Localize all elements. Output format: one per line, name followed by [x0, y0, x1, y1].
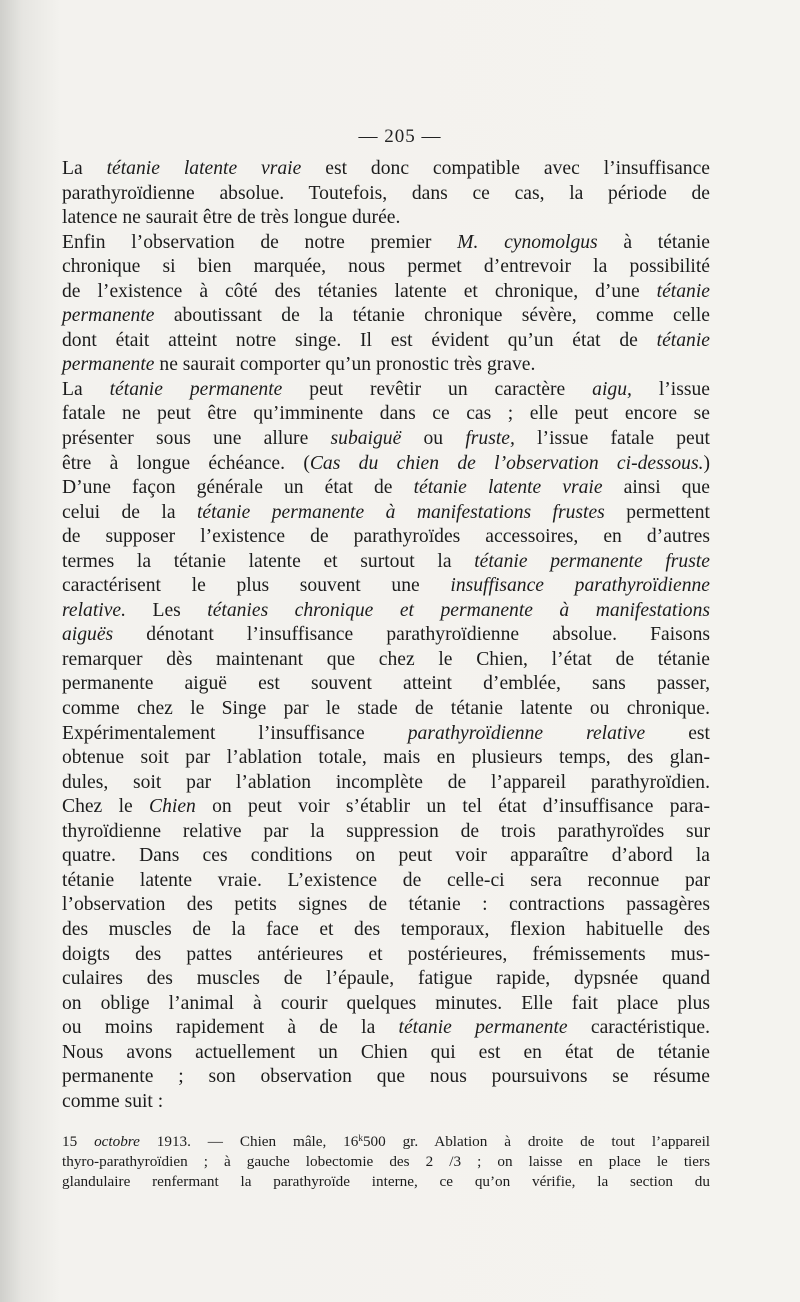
text-run: de supposer l’existence de parathyroïdes accessoires, en d’autres: [62, 526, 710, 548]
text-line: [62, 255, 710, 280]
text-line: [62, 1041, 710, 1066]
italic-text: permanente: [62, 305, 155, 327]
text-run: aboutissant de la tétanie chronique sévère, comme celle: [154, 305, 710, 327]
text-run: ou moins rapidement à de la: [62, 1017, 399, 1039]
text-line: [62, 672, 710, 697]
italic-text: octobre: [94, 1133, 140, 1150]
text-line: [62, 648, 710, 673]
text-run: permanente aiguë est souvent atteint d’emblée, sans passer,: [62, 673, 710, 695]
text-run: caractéristique.: [567, 1017, 710, 1039]
text-run: permettent: [604, 501, 710, 523]
text-run: chronique si bien marquée, nous permet d’entrevoir la possibilité: [62, 256, 710, 278]
text-run: l’observation des petits signes de tétanie : contractions passagères: [62, 894, 710, 916]
text-line: [62, 427, 710, 452]
text-line: [62, 280, 710, 305]
text-line: [62, 402, 710, 427]
text-run: quatre. Dans ces conditions on peut voir apparaître d’abord la: [62, 845, 710, 867]
text-line: [62, 157, 710, 182]
italic-text: Cas du chien de l’observation ci-dessous.: [309, 452, 704, 474]
text-run: ou: [401, 428, 466, 450]
text-line: [62, 623, 710, 648]
italic-text: aiguës: [62, 624, 114, 646]
text-run: comme chez le Singe par le stade de tétanie latente ou chronique.: [62, 698, 710, 720]
italic-text: tétanie: [656, 329, 710, 351]
text-line: [62, 452, 710, 477]
text-run: thyro-parathyroïdien ; à gauche lobectomie des 2 /3 ; on laisse en place le tiers: [62, 1153, 710, 1170]
text-run: est: [645, 722, 710, 744]
text-run: k: [358, 1133, 363, 1143]
italic-text: Chien: [149, 796, 196, 818]
text-line: [62, 1016, 710, 1041]
text-run: tétanie latente vraie. L’existence de celle-ci sera reconnue par: [62, 869, 710, 891]
italic-text: tétanies chronique et permanente à manifestations: [207, 599, 710, 621]
text-line: [62, 746, 710, 771]
footnote-line: [62, 1172, 710, 1192]
text-line: [62, 476, 710, 501]
text-run: 15: [62, 1133, 95, 1150]
text-run: latence ne saurait être de très longue durée.: [62, 207, 401, 229]
text-run: on oblige l’animal à courir quelques minutes. Elle fait place plus: [62, 992, 710, 1014]
italic-text: relative.: [62, 599, 127, 621]
text-run: est donc compatible avec l’insuffisance: [301, 158, 710, 179]
text-line: [62, 918, 710, 943]
italic-text: M. cynomolgus: [457, 231, 598, 253]
italic-text: subaiguë: [330, 428, 402, 450]
text-run: La: [62, 378, 110, 400]
text-run: l’issue: [631, 378, 710, 400]
text-run: être à longue échéance. (: [62, 452, 310, 474]
text-line: [62, 893, 710, 918]
text-run: à tétanie: [597, 231, 711, 253]
text-line: [62, 182, 710, 207]
text-run: termes la tétanie latente et surtout la: [62, 550, 475, 572]
body-text: [62, 157, 710, 1114]
text-run: D’une façon générale un état de: [62, 477, 414, 499]
text-run: 500 gr. Ablation à droite de tout l’appareil: [362, 1133, 711, 1150]
text-run: ne saurait comporter qu’un pronostic très grave.: [154, 354, 536, 376]
page-number: — 205 —: [358, 126, 442, 147]
text-run: thyroïdienne relative par la suppression de trois parathyroïdes sur: [62, 820, 710, 842]
text-run: de l’existence à côté des tétanies latente et chronique, d’une: [62, 280, 657, 302]
text-run: remarquer dès maintenant que chez le Chien, l’état de tétanie: [62, 648, 710, 670]
text-line: [62, 820, 710, 845]
italic-text: aigu,: [592, 378, 632, 400]
italic-text: permanente: [62, 354, 155, 376]
text-run: l’issue fatale peut: [514, 428, 710, 450]
text-line: [62, 795, 710, 820]
text-run: 1913. — Chien mâle, 16: [139, 1133, 359, 1150]
text-run: Chez le: [62, 796, 150, 818]
text-run: présenter sous une allure: [62, 428, 331, 450]
footnote-line: [62, 1152, 710, 1172]
text-run: des muscles de la face et des temporaux, flexion habituelle des: [62, 918, 710, 940]
text-run: peut revêtir un caractère: [282, 378, 593, 400]
text-line: [62, 231, 710, 256]
text-line: [62, 501, 710, 526]
italic-text: parathyroïdienne relative: [407, 722, 646, 744]
text-line: [62, 1065, 710, 1090]
text-line: [62, 697, 710, 722]
text-run: La: [62, 158, 107, 179]
italic-text: tétanie permanente fruste: [474, 550, 710, 572]
italic-text: tétanie permanente à manifestations frustes: [196, 501, 605, 523]
text-run: dont était atteint notre singe. Il est évident qu’un état de: [62, 329, 657, 351]
text-run: Nous avons actuellement un Chien qui est en état de tétanie: [62, 1041, 710, 1063]
text-line: [62, 353, 710, 378]
text-line: [62, 1090, 710, 1115]
text-run: on peut voir s’établir un tel état d’insuffisance para-: [195, 796, 710, 818]
text-run: Les: [126, 599, 208, 621]
italic-text: fruste,: [465, 428, 515, 450]
text-line: [62, 844, 710, 869]
text-line: [62, 599, 710, 624]
italic-text: insuffisance parathyroïdienne: [450, 575, 710, 597]
text-run: fatale ne peut être qu’imminente dans ce cas ; elle peut encore se: [62, 403, 710, 425]
text-run: parathyroïdienne absolue. Toutefois, dans ce cas, la période de: [62, 182, 710, 204]
text-run: culaires des muscles de l’épaule, fatigue rapide, dypsnée quand: [62, 968, 710, 990]
italic-text: tétanie latente vraie: [106, 158, 302, 179]
text-run: comme suit :: [62, 1090, 164, 1112]
text-run: dénotant l’insuffisance parathyroïdienne absolue. Faisons: [113, 624, 710, 646]
text-line: [62, 329, 710, 354]
italic-text: tétanie latente vraie: [413, 477, 603, 499]
text-line: [62, 378, 710, 403]
text-run: ): [703, 452, 710, 474]
text-run: obtenue soit par l’ablation totale, mais en plusieurs temps, des glan-: [62, 747, 710, 769]
text-line: [62, 304, 710, 329]
text-line: [62, 771, 710, 796]
text-line: [62, 943, 710, 968]
text-line: [62, 574, 710, 599]
text-line: [62, 525, 710, 550]
italic-text: tétanie permanente: [109, 378, 283, 400]
text-line: [62, 992, 710, 1017]
text-run: glandulaire renfermant la parathyroïde interne, ce qu’on vérifie, la section du: [62, 1173, 710, 1190]
text-run: doigts des pattes antérieures et postérieures, frémissements mus-: [62, 943, 710, 965]
text-run: permanente ; son observation que nous poursuivons se résume: [62, 1066, 710, 1088]
text-run: dules, soit par l’ablation incomplète de l’appareil parathyroïdien.: [62, 771, 710, 793]
text-line: [62, 206, 710, 231]
text-run: Expérimentalement l’insuffisance: [62, 722, 408, 744]
italic-text: tétanie: [656, 280, 710, 302]
footnote-line: [62, 1132, 710, 1152]
text-run: ainsi que: [602, 477, 710, 499]
text-run: Enfin l’observation de notre premier: [62, 231, 458, 253]
text-line: [62, 869, 710, 894]
text-run: caractérisent le plus souvent une: [62, 575, 451, 597]
text-line: [62, 550, 710, 575]
footnote: [62, 1132, 710, 1192]
italic-text: tétanie permanente: [398, 1017, 568, 1039]
text-line: [62, 967, 710, 992]
text-run: celui de la: [62, 501, 197, 523]
text-line: [62, 722, 710, 747]
